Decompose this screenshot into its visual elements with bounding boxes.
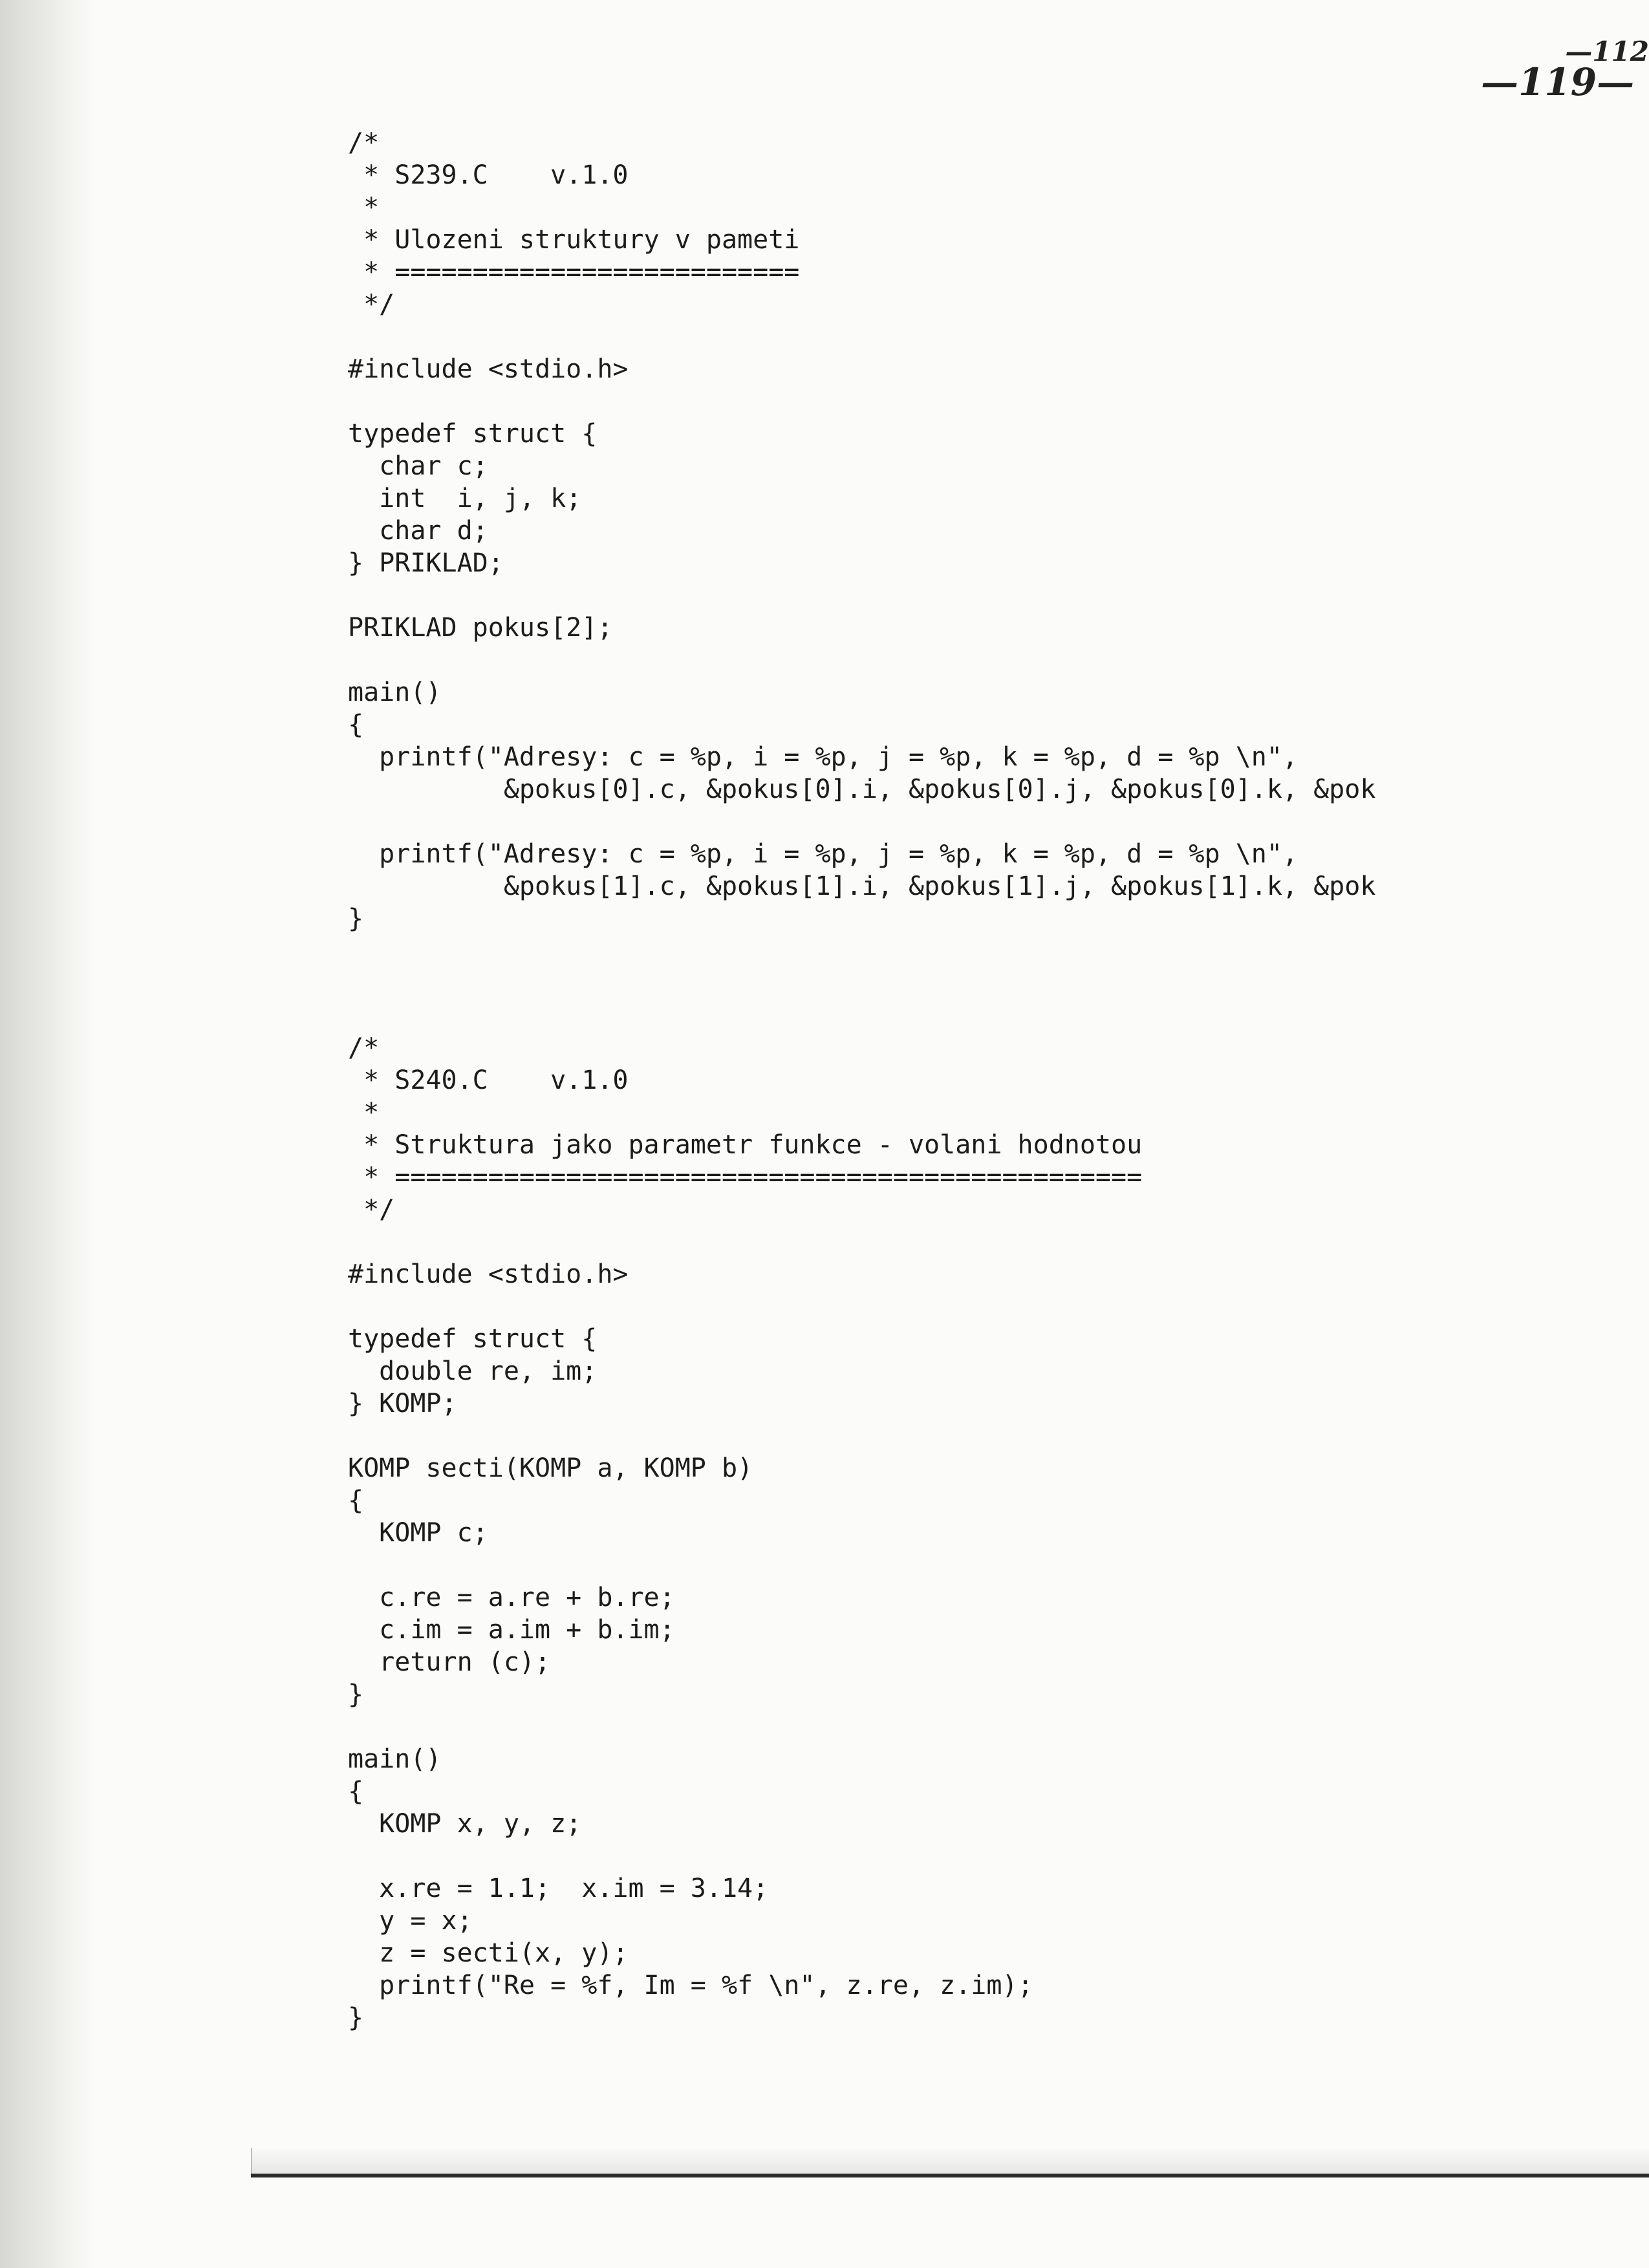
code-listing-s240: /* * S240.C v.1.0 * * Struktura jako parametr funkce - volani hodnotou * ================================================ */ #include <stdio.h> typedef struct { double re, im; } KOMP; KOMP secti(KOMP a, KOMP b) { KOMP c; c.re = a.re + b.re; c.im = a.im + b.im; return (c); } main() { KOMP x, y, z; x.re = 1.1; x.im = 3.14; y = x; z = secti(x, y); printf("Re = %f, Im = %f \n", z.re, z.im); }: [348, 1033, 1143, 2033]
page-number: [1474, 36, 1649, 113]
code-listing-s239: /* * S239.C v.1.0 * * Ulozeni struktury v pameti * ========================== */ #include <stdio.h> typedef struct { char c; int i, j, k; char d; } PRIKLAD; PRIKLAD pokus[2]; main() { printf("Adresy: c = %p, i = %p, j = %p, k = %p, d = %p \n", &pokus[0].c, &pokus[0].i, &pokus[0].j, &pokus[0].k, &pok printf("Adresy: c = %p, i = %p, j = %p, k = %p, d = %p \n", &pokus[1].c, &pokus[1].i, &pokus[1].j, &pokus[1].k, &pok }: [348, 128, 1376, 934]
scan-edge-shadow: [0, 0, 97, 2268]
page-fold-shadow: [251, 2148, 1649, 2174]
page-bottom-rule: [251, 2174, 1649, 2177]
page-number-previous: —112: [1565, 36, 1649, 67]
page-number-current: —119—: [1481, 60, 1635, 104]
code-listings: [348, 127, 1649, 2131]
